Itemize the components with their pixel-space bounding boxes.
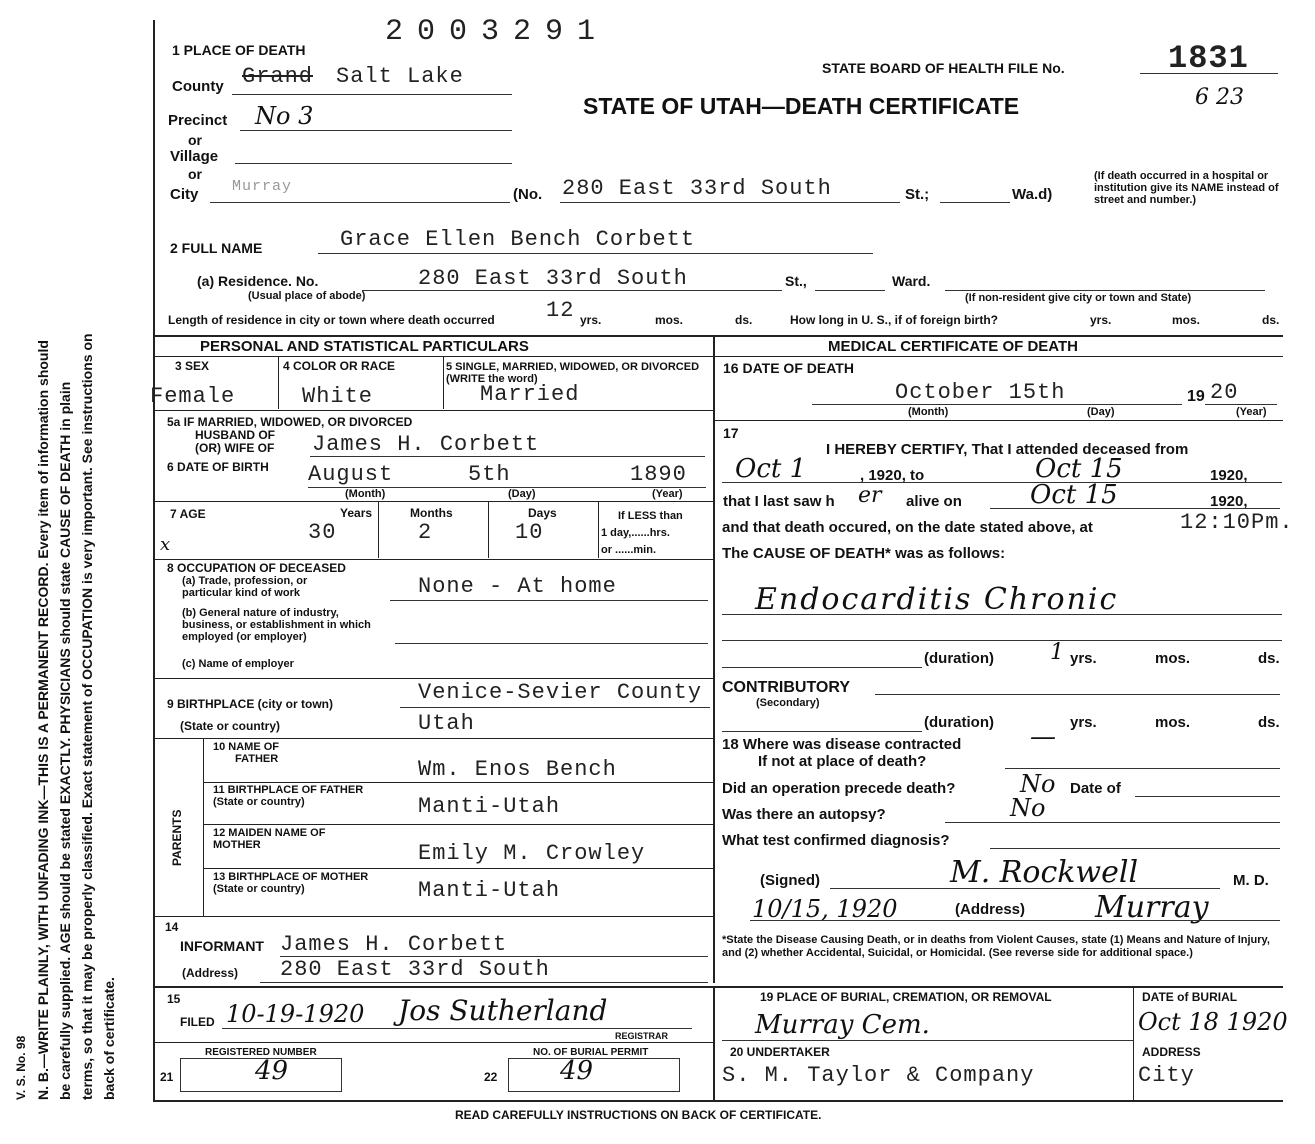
months-caption: Months — [410, 506, 453, 520]
residence-label: (a) Residence. No. — [197, 273, 319, 289]
occupation-label: 8 OCCUPATION OF DECEASED — [167, 561, 346, 575]
filed-value: 10-19-1920 — [226, 1000, 365, 1028]
no-label: (No. — [513, 186, 543, 203]
dod-label: 16 DATE OF DEATH — [723, 360, 854, 376]
marital-value: Married — [480, 382, 580, 407]
dob-year: 1890 — [630, 462, 687, 487]
father-label-2: FATHER — [235, 753, 279, 765]
secondary-label: (Secondary) — [756, 697, 820, 709]
divider-main — [153, 335, 1283, 337]
frame-bottom — [153, 1100, 1283, 1102]
operation-value: No — [1020, 770, 1056, 798]
county-label: County — [172, 78, 224, 95]
informant-address: 280 East 33rd South — [280, 957, 550, 982]
duration-mos: mos. — [1155, 650, 1191, 667]
father-bp-value: Manti-Utah — [418, 794, 561, 819]
duration2-label: (duration) — [924, 714, 994, 731]
place-of-death-label: 1 PLACE OF DEATH — [172, 42, 306, 58]
mother-bp-value: Manti-Utah — [418, 878, 561, 903]
sex-label: 3 SEX — [175, 359, 210, 373]
birthplace-city: Venice-Sevier County — [418, 680, 703, 705]
last-saw-year: 1920, — [1210, 493, 1248, 510]
length-value: 12 — [546, 298, 575, 323]
how-long-yrs: yrs. — [1090, 313, 1112, 327]
signed-value: M. Rockwell — [950, 855, 1139, 890]
duration-value: 1 — [1050, 640, 1064, 665]
spouse-label-3: (OR) WIFE OF — [195, 441, 275, 455]
sign-address-label: (Address) — [955, 901, 1026, 918]
attended-from: Oct 1 — [735, 454, 807, 484]
left-border — [153, 20, 155, 1100]
occupation-value: None - At home — [418, 574, 617, 599]
last-saw-date: Oct 15 — [1030, 480, 1118, 510]
village-label: Village — [170, 148, 219, 165]
footer-note: READ CAREFULLY INSTRUCTIONS ON BACK OF CERTIFICATE. — [455, 1108, 822, 1122]
footnote: *State the Disease Causing Death, or in deaths from Violent Causes, state (1) Means and Nature of Injury, and (2) whether Accidental, Suicidal, or Homicidal. (See reverse side for additional space.) — [722, 934, 1270, 959]
dod-year-caption: (Year) — [1236, 406, 1267, 418]
or-label-1: or — [188, 132, 202, 148]
residence-ward-label: Ward. — [892, 273, 931, 289]
last-saw-label: that I last saw h — [723, 493, 835, 510]
file-no-label: STATE BOARD OF HEALTH FILE No. — [822, 60, 1065, 76]
death-occurred-label: and that death occured, on the date stated above, at — [722, 519, 1093, 536]
undertaker-label: 20 UNDERTAKER — [730, 1045, 830, 1059]
file-no-value: 1831 — [1168, 40, 1249, 77]
county-value: Salt Lake — [336, 64, 464, 89]
length-ds: ds. — [735, 313, 753, 327]
sign-date: 10/15, 1920 — [752, 895, 898, 923]
sign-address: Murray — [1095, 890, 1209, 925]
dob-year-caption: (Year) — [652, 488, 683, 500]
burial-date-label: DATE of BURIAL — [1142, 990, 1238, 1004]
attended-to: Oct 15 — [1035, 454, 1123, 484]
mother-label: 12 MAIDEN NAME OF MOTHER — [213, 827, 326, 851]
side-line-3: terms, so that it may be properly classified. Exact statement of OCCUPATION is very important. See instructions on — [79, 333, 95, 1100]
father-value: Wm. Enos Bench — [418, 757, 617, 782]
certificate-title: STATE OF UTAH—DEATH CERTIFICATE — [583, 93, 1020, 119]
side-line-4: back of certificate. — [101, 977, 117, 1100]
duration-yrs: yrs. — [1070, 650, 1097, 667]
duration-label: (duration) — [924, 650, 994, 667]
age-months-value: 2 — [418, 520, 433, 545]
reg-no-num: 21 — [160, 1070, 174, 1084]
length-mos: mos. — [655, 313, 684, 327]
duration2-yrs: yrs. — [1070, 714, 1097, 731]
from-year: , 1920, to — [860, 467, 925, 484]
autopsy-value: No — [1010, 794, 1046, 822]
length-label: Length of residence in city or town where death occurred — [168, 313, 495, 327]
dod-day-caption: (Day) — [1087, 406, 1115, 418]
full-name-label: 2 FULL NAME — [170, 240, 263, 256]
filed-num: 15 — [167, 992, 181, 1006]
last-saw-pronoun: er — [858, 483, 882, 508]
how-long-label: How long in U. S., if of foreign birth? — [790, 313, 998, 327]
less-caption-2: 1 day,......hrs. — [601, 527, 670, 539]
undertaker-value: S. M. Taylor & Company — [722, 1063, 1035, 1088]
corner-note: 6 23 — [1195, 85, 1244, 110]
burial-permit-label: NO. OF BURIAL PERMIT — [533, 1047, 649, 1058]
num-17: 17 — [723, 425, 739, 441]
usual-abode-label: (Usual place of abode) — [248, 290, 366, 302]
age-years-value: 30 — [308, 520, 337, 545]
spouse-value: James H. Corbett — [312, 432, 540, 457]
color-value: White — [302, 384, 374, 409]
undertaker-address: City — [1138, 1063, 1195, 1088]
how-long-ds: ds. — [1262, 313, 1280, 327]
occupation-a-label: (a) Trade, profession, or particular kind of work — [182, 575, 308, 599]
autopsy-label: Was there an autopsy? — [722, 806, 886, 823]
informant-num: 14 — [165, 920, 179, 934]
sex-value: Female — [150, 384, 236, 409]
informant-value: James H. Corbett — [280, 932, 508, 957]
duration2-mos: mos. — [1155, 714, 1191, 731]
burial-value: Murray Cem. — [755, 1010, 930, 1040]
father-bp-label: 11 BIRTHPLACE OF FATHER (State or country) — [213, 784, 364, 808]
birthplace-state: Utah — [418, 711, 475, 736]
city-value: Murray — [232, 178, 293, 195]
st-label: St.; — [905, 186, 930, 203]
dob-day-caption: (Day) — [508, 488, 536, 500]
ward-label-1: Wa.d) — [1012, 186, 1053, 203]
to-year: 1920, — [1210, 467, 1248, 484]
reg-no-label: REGISTERED NUMBER — [205, 1047, 317, 1058]
age-label: 7 AGE — [170, 507, 206, 521]
date-of-label: Date of — [1070, 780, 1121, 797]
nonresident-note: (If non-resident give city or town and State) — [965, 292, 1192, 304]
informant-label: INFORMANT — [180, 938, 264, 954]
mother-bp-label: 13 BIRTHPLACE OF MOTHER (State or country) — [213, 871, 369, 895]
side-margin-instructions — [10, 20, 120, 1100]
precinct-value: No 3 — [255, 102, 314, 130]
side-form-no: V. S. No. 98 — [14, 1035, 28, 1100]
length-yrs: yrs. — [580, 313, 602, 327]
test-label: What test confirmed diagnosis? — [722, 832, 950, 849]
operation-label: Did an operation precede death? — [722, 780, 956, 797]
spouse-label-1: 5a IF MARRIED, WIDOWED, OR DIVORCED — [167, 415, 413, 429]
signed-label: (Signed) — [760, 872, 820, 889]
disease-contracted-label-2: If not at place of death? — [758, 753, 927, 770]
father-label-1: 10 NAME OF — [213, 741, 280, 753]
disease-contracted-mark: — — [1030, 722, 1056, 752]
occupation-c-label: (c) Name of employer — [182, 658, 294, 670]
contributory-label: CONTRIBUTORY — [722, 679, 850, 696]
residence-value: 280 East 33rd South — [418, 266, 688, 291]
color-label: 4 COLOR OR RACE — [283, 359, 396, 373]
duration2-ds: ds. — [1258, 714, 1280, 731]
less-caption-1: If LESS than — [618, 510, 683, 522]
dod-year-suffix: 20 — [1210, 380, 1239, 405]
center-divider — [713, 335, 715, 983]
medical-header: MEDICAL CERTIFICATE OF DEATH — [828, 338, 1078, 355]
city-label: City — [170, 186, 199, 203]
birthplace-state-label: (State or country) — [180, 719, 281, 733]
death-time: 12:10Pm. — [1180, 510, 1294, 535]
or-label-2: or — [188, 166, 202, 182]
center-divider-bottom — [713, 988, 715, 1100]
how-long-mos: mos. — [1172, 313, 1201, 327]
age-days-value: 10 — [515, 520, 544, 545]
disease-contracted-label: 18 Where was disease contracted — [722, 736, 962, 753]
years-caption: Years — [340, 506, 373, 520]
residence-st-label: St., — [785, 273, 807, 289]
marital-label: 5 SINGLE, MARRIED, WIDOWED, OR DIVORCED (WRITE the word) — [446, 361, 700, 385]
less-caption-3: or ......min. — [601, 544, 657, 556]
registrar-label: REGISTRAR — [615, 1031, 669, 1041]
dod-year-prefix: 19 — [1187, 388, 1205, 405]
informant-address-label: (Address) — [182, 966, 239, 980]
parents-label: PARENTS — [170, 809, 184, 866]
dod-value: October 15th — [895, 380, 1066, 405]
alive-on-label: alive on — [906, 493, 962, 510]
days-caption: Days — [528, 506, 557, 520]
divider-bottom — [153, 986, 1283, 988]
duration-ds: ds. — [1258, 650, 1280, 667]
dob-day: 5th — [468, 462, 511, 487]
side-line-2: be carefully supplied. AGE should be stated EXACTLY. PHYSICIANS should state CAUSE OF DEATH in plain — [57, 381, 73, 1100]
registrar-signature: Jos Sutherland — [398, 994, 608, 1027]
md-label: M. D. — [1233, 872, 1269, 889]
filed-label: FILED — [180, 1015, 215, 1029]
side-line-1: N. B.—WRITE PLAINLY, WITH UNFADING INK—THIS IS A PERMANENT RECORD. Every item of information should — [35, 340, 51, 1100]
burial-date: Oct 18 1920 — [1138, 1008, 1288, 1036]
reg-no-value: 49 — [255, 1056, 289, 1086]
birthplace-label: 9 BIRTHPLACE (city or town) — [167, 697, 334, 711]
personal-header: PERSONAL AND STATISTICAL PARTICULARS — [200, 338, 529, 355]
burial-permit-box — [508, 1058, 680, 1092]
precinct-label: Precinct — [168, 112, 228, 129]
burial-permit-value: 49 — [560, 1056, 594, 1086]
dob-month-caption: (Month) — [345, 488, 386, 500]
dob-label: 6 DATE OF BIRTH — [167, 460, 269, 474]
street-value: 280 East 33rd South — [562, 176, 832, 201]
dob-month: August — [308, 462, 394, 487]
certify-text: I HEREBY CERTIFY, That I attended deceased from — [826, 441, 1189, 458]
cause-label: The CAUSE OF DEATH* was as follows: — [722, 545, 1006, 562]
spouse-label-2: HUSBAND OF — [195, 428, 275, 442]
burial-permit-num: 22 — [484, 1070, 498, 1084]
county-struck: Grand — [242, 64, 314, 89]
occupation-b-label: (b) General nature of industry, business, or establishment in which employed (or employer) — [182, 607, 371, 643]
hospital-note: (If death occurred in a hospital or institution give its NAME instead of street and number.) — [1094, 170, 1279, 206]
dod-month-caption: (Month) — [908, 406, 949, 418]
cause-value: Endocarditis Chronic — [755, 582, 1119, 617]
full-name-value: Grace Ellen Bench Corbett — [340, 227, 696, 252]
undertaker-address-label: ADDRESS — [1142, 1045, 1201, 1059]
age-mark: x — [160, 534, 171, 555]
mother-value: Emily M. Crowley — [418, 841, 646, 866]
stamped-number: 2003291 — [385, 15, 610, 49]
burial-label: 19 PLACE OF BURIAL, CREMATION, OR REMOVAL — [760, 990, 1052, 1004]
